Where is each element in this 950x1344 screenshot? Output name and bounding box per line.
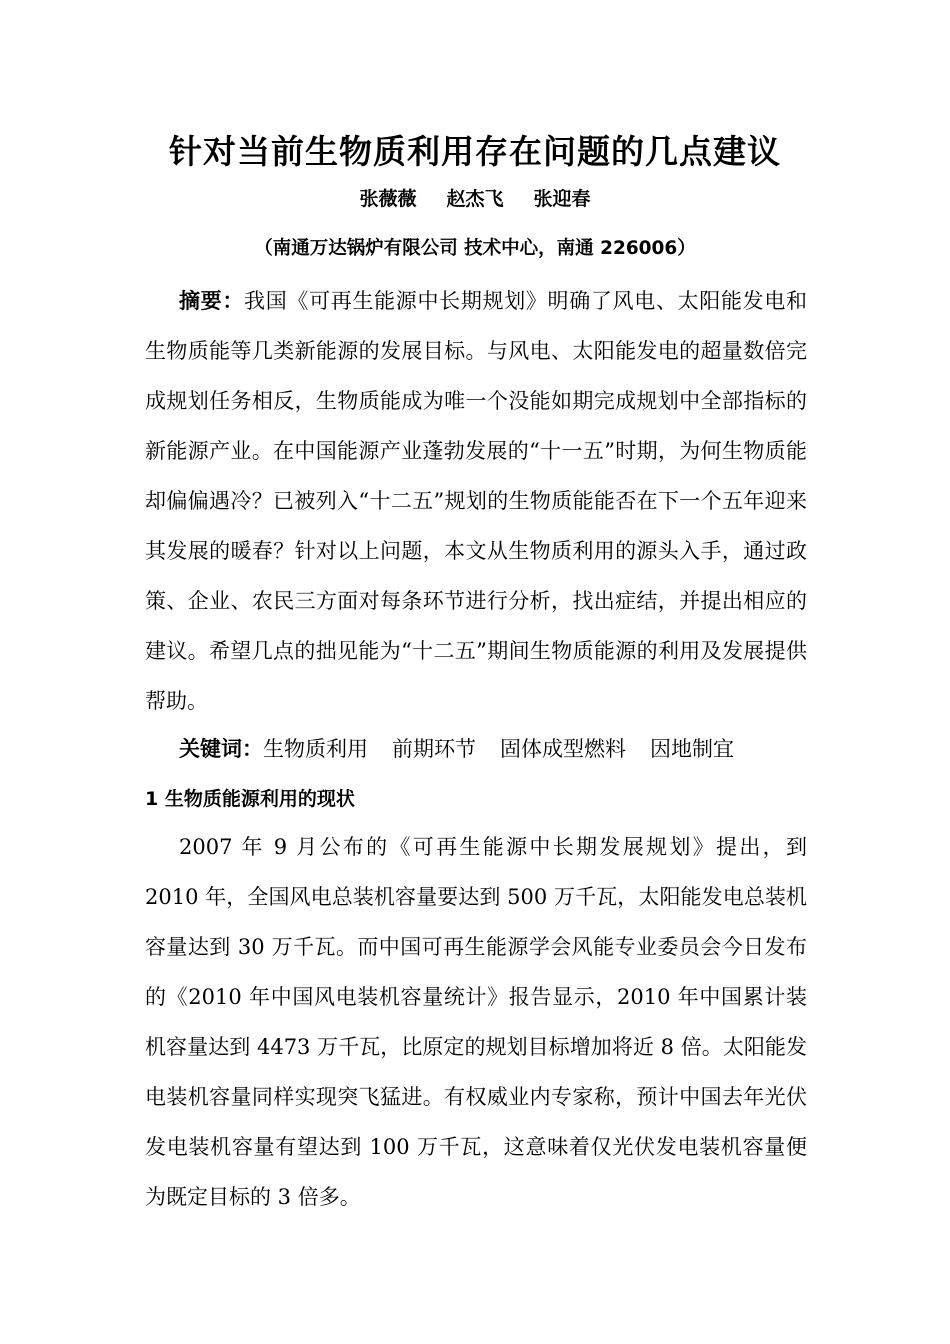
keyword: 因地制宜: [650, 737, 734, 761]
abstract-text: 我国《可再生能源中长期规划》明确了风电、太阳能发电和生物质能等几类新能源的发展目标。与风电、太阳能发电的超量数倍完成规划任务相反，生物质能成为唯一个没能如期完成规划中全部指标的新能源产业。在中国能源产业蓬勃发展的“十一五”时期，为何生物质能却偏偏遇冷？已被列入“十二五”规划的生物质能能否在下一个五年迎来其发展的暖春？针对以上问题，本文从生物质利用的源头入手，通过政策、企业、农民三方面对每条环节进行分析，找出症结，并提出相应的建议。希望几点的拙见能为“十二五”期间生物质能源的利用及发展提供帮助。: [145, 289, 808, 713]
keyword: 固体成型燃料: [500, 737, 626, 761]
author-name: 张迎春: [533, 188, 591, 210]
document-title: 针对当前生物质利用存在问题的几点建议: [169, 132, 781, 171]
author-name: 张薇薇: [359, 188, 417, 210]
abstract-label: 摘要：: [179, 289, 245, 313]
keyword: 生物质利用: [263, 737, 368, 761]
section-paragraph: 2007 年 9 月公布的《可再生能源中长期发展规划》提出，到 2010 年，全国风电总装机容量要达到 500 万千瓦，太阳能发电总装机容量达到 30 万千瓦。而中国可再生能源学会风能专业委员会今日发布的《2010 年中国风电装机容量统计》报告显示，2010 年中国累计装机容量达到 4473 万千瓦，比原定的规划目标增加将近 8 倍。太阳能发电装机容量同样实现突飞猛进。有权威业内专家称，预计中国去年光伏发电装机容量有望达到 100 万千瓦，这意味着仅光伏发电装机容量便为既定目标的 3 倍多。: [145, 835, 807, 1209]
section-heading: 1 生物质能源利用的现状: [145, 788, 355, 810]
author-list: [0, 184, 950, 214]
keywords-label: 关键词：: [179, 737, 263, 761]
author-affiliation: （南通万达锅炉有限公司 技术中心，南通 226006）: [254, 238, 696, 259]
keywords-line: [145, 724, 807, 774]
author-name: 赵杰飞: [446, 188, 504, 210]
abstract-paragraph: [145, 276, 807, 726]
keyword: 前期环节: [392, 737, 476, 761]
